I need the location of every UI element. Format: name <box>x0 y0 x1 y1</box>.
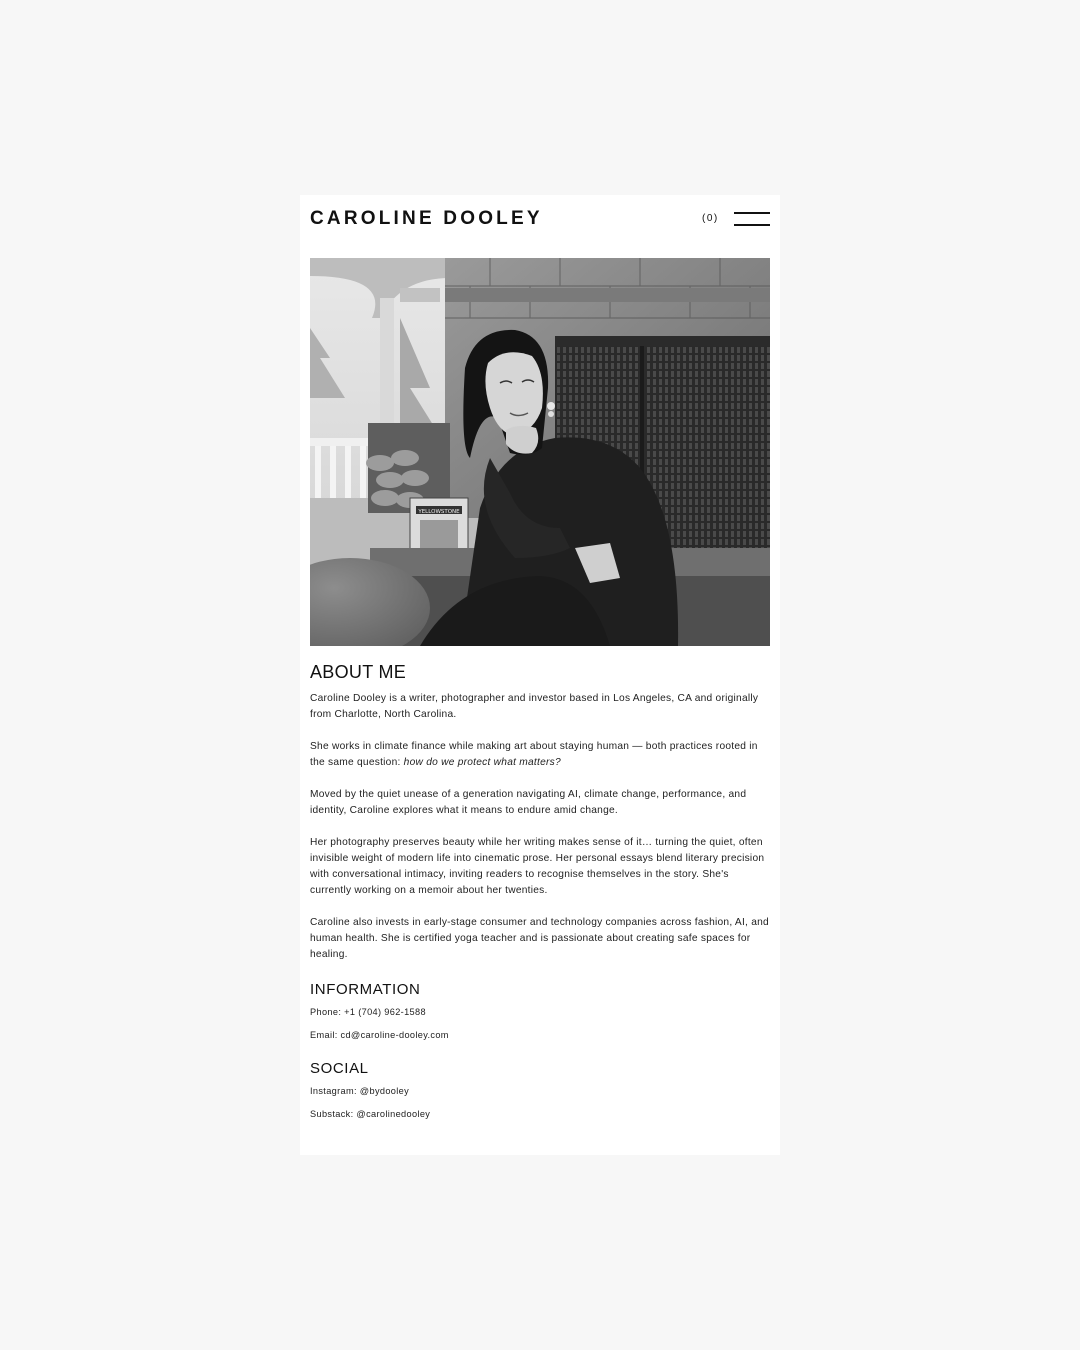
site-logo[interactable]: CAROLINE DOOLEY <box>310 208 543 229</box>
menu-line-bottom <box>734 224 770 226</box>
phone-link[interactable]: Phone: +1 (704) 962-1588 <box>310 1007 426 1017</box>
menu-line-top <box>734 212 770 214</box>
portrait-photo-graphic <box>310 258 770 646</box>
box-label: YELLOWSTONE <box>418 509 460 515</box>
about-heading: ABOUT ME <box>310 662 407 682</box>
about-paragraph-2-italic: how do we protect what matters? <box>403 757 561 768</box>
about-paragraph-5: Caroline also invests in early-stage consumer and technology companies across fashion, AI, and human health. She is certified yoga teacher and is passionate about creating safe spaces for healing. <box>310 917 769 960</box>
information-heading: INFORMATION <box>310 981 421 998</box>
about-paragraph-2-text: She works in climate finance while making art about staying human — both practices rooted in the same question: <box>310 741 758 768</box>
substack-link[interactable]: Substack: @carolinedooley <box>310 1109 431 1119</box>
about-paragraph-2 <box>310 739 772 771</box>
about-paragraph-4: Her photography preserves beauty while her writing makes sense of it… turning the quiet, often invisible weight of modern life into cinematic prose. Her personal essays blend literary precision with conversational intimacy, inviting readers to recognise themselves in the story. She's currently working on a memoir about her twenties. <box>310 837 765 896</box>
instagram-link[interactable]: Instagram: @bydooley <box>310 1086 410 1096</box>
portrait-photo <box>310 258 770 646</box>
about-paragraph-3: Moved by the quiet unease of a generation navigating AI, climate change, performance, and identity, Caroline explores what it means to endure amid change. <box>310 789 747 816</box>
email-link[interactable]: Email: cd@caroline-dooley.com <box>310 1030 449 1040</box>
social-heading: SOCIAL <box>310 1060 369 1077</box>
about-paragraph-1: Caroline Dooley is a writer, photographer and investor based in Los Angeles, CA and originally from Charlotte, North Carolina. <box>310 693 759 720</box>
profile-card <box>300 195 780 1155</box>
hamburger-menu-icon[interactable] <box>734 211 770 229</box>
about-content <box>310 662 772 1131</box>
site-header <box>310 195 770 245</box>
cart-count-button[interactable]: (0) <box>702 213 719 224</box>
